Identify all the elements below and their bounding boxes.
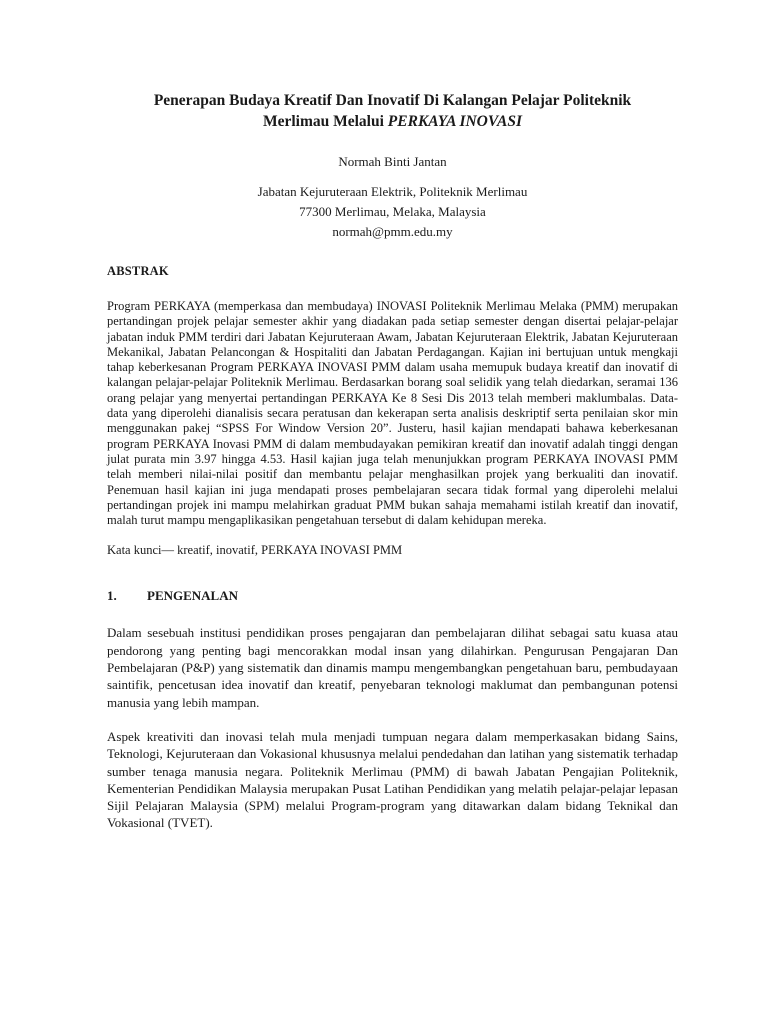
title-line-2: Merlimau Melalui: [262, 113, 388, 130]
title-line-2-italic: PERKAYA INOVASI: [387, 113, 523, 130]
author-email: normah@pmm.edu.my: [332, 224, 453, 239]
author-department: Jabatan Kejuruteraan Elektrik, Politeknik Merlimau: [257, 184, 528, 199]
section-heading: [107, 588, 678, 604]
paper-page: [107, 90, 678, 845]
section-number: 1.: [107, 588, 117, 604]
author-name: Normah Binti Jantan: [338, 154, 447, 169]
author-address: 77300 Merlimau, Melaka, Malaysia: [299, 204, 486, 219]
title-line-1: Penerapan Budaya Kreatif Dan Inovatif Di Kalangan Pelajar Politeknik: [153, 92, 632, 109]
abstract-heading: ABSTRAK: [107, 264, 169, 278]
paper-title: [107, 90, 678, 132]
keywords: Kata kunci— kreatif, inovatif, PERKAYA INOVASI PMM: [107, 543, 403, 558]
section-paragraph-1: Dalam sesebuah institusi pendidikan proses pengajaran dan pembelajaran dilihat sebagai satu kuasa atau pendorong yang penting bagi mencorakkan modal insan yang dilahirkan. Pengurusan Pengajaran Dan Pembelajaran (P&P) yang sistematik dan dinamis mampu mengembangkan pengetahuan baru, pembudayaan saintifik, pencetusan idea inovatif dan kreatif, penyebaran teknologi maklumat dan pembangunan potensi manusia yang lebih mampan.: [107, 625, 678, 710]
section-title: PENGENALAN: [147, 588, 239, 604]
abstract-body: Program PERKAYA (memperkasa dan membudaya) INOVASI Politeknik Merlimau Melaka (PMM) merupakan pertandingan projek pelajar semester akhir yang diadakan pada setiap semester dengan disertai pelajar-pelajar jabatan induk PMM terdiri dari Jabatan Kejuruteraan Awam, Jabatan Kejuruteraan Elektrik, Jabatan Kejuruteraan Mekanikal, Jabatan Pelancongan & Hospitaliti dan Jabatan Perdagangan. Kajian ini bertujuan untuk mengkaji tahap keberkesanan Program PERKAYA INOVASI PMM dalam usaha memupuk budaya kreatif dan inovatif di kalangan pelajar-pelajar Politeknik Merlimau. Berdasarkan borang soal selidik yang telah diedarkan, seramai 136 orang pelajar yang menyertai pertandingan PERKAYA Ke 8 Sesi Dis 2013 telah memberi maklumbalas. Data-data yang diperolehi dianalisis secara peratusan dan kekerapan serta analisis deskriptif serta penilaian skor min menggunakan pakej “SPSS For Window Version 20”. Justeru, hasil kajian mendapati bahawa keberkesanan program PERKAYA Inovasi PMM di dalam membudayakan pemikiran kreatif dan inovatif adalah tinggi dengan julat purata min 3.97 hingga 4.53. Hasil kajian juga telah menunjukkan program PERKAYA INOVASI PMM telah memberi nilai-nilai positif dan membantu pelajar menghasilkan projek yang berkualiti dan inovatif. Penemuan hasil kajian ini juga mendapati proses pembelajaran secara tidak formal yang diperolehi melalui pertandingan projek ini mampu melahirkan graduat PMM bukan sahaja memahami istilah kreatif dan inovatif, malah turut mampu mengaplikasikan pengetahuan tersebut di dalam kehidupan mereka.: [107, 299, 678, 528]
section-paragraph-2: Aspek kreativiti dan inovasi telah mula menjadi tumpuan negara dalam memperkasakan bidang Sains, Teknologi, Kejuruteraan dan Vokasional khususnya melalui pendedahan dan latihan yang sistematik terhadap sumber tenaga manusia negara. Politeknik Merlimau (PMM) di bawah Jabatan Pengajian Politeknik, Kementerian Pendidikan Malaysia merupakan Pusat Latihan Pendidikan yang melatih pelajar-pelajar lepasan Sijil Pelajaran Malaysia (SPM) melalui Program-program yang ditawarkan dalam bidang Teknikal dan Vokasional (TVET).: [107, 728, 678, 831]
author-block: [107, 152, 678, 242]
